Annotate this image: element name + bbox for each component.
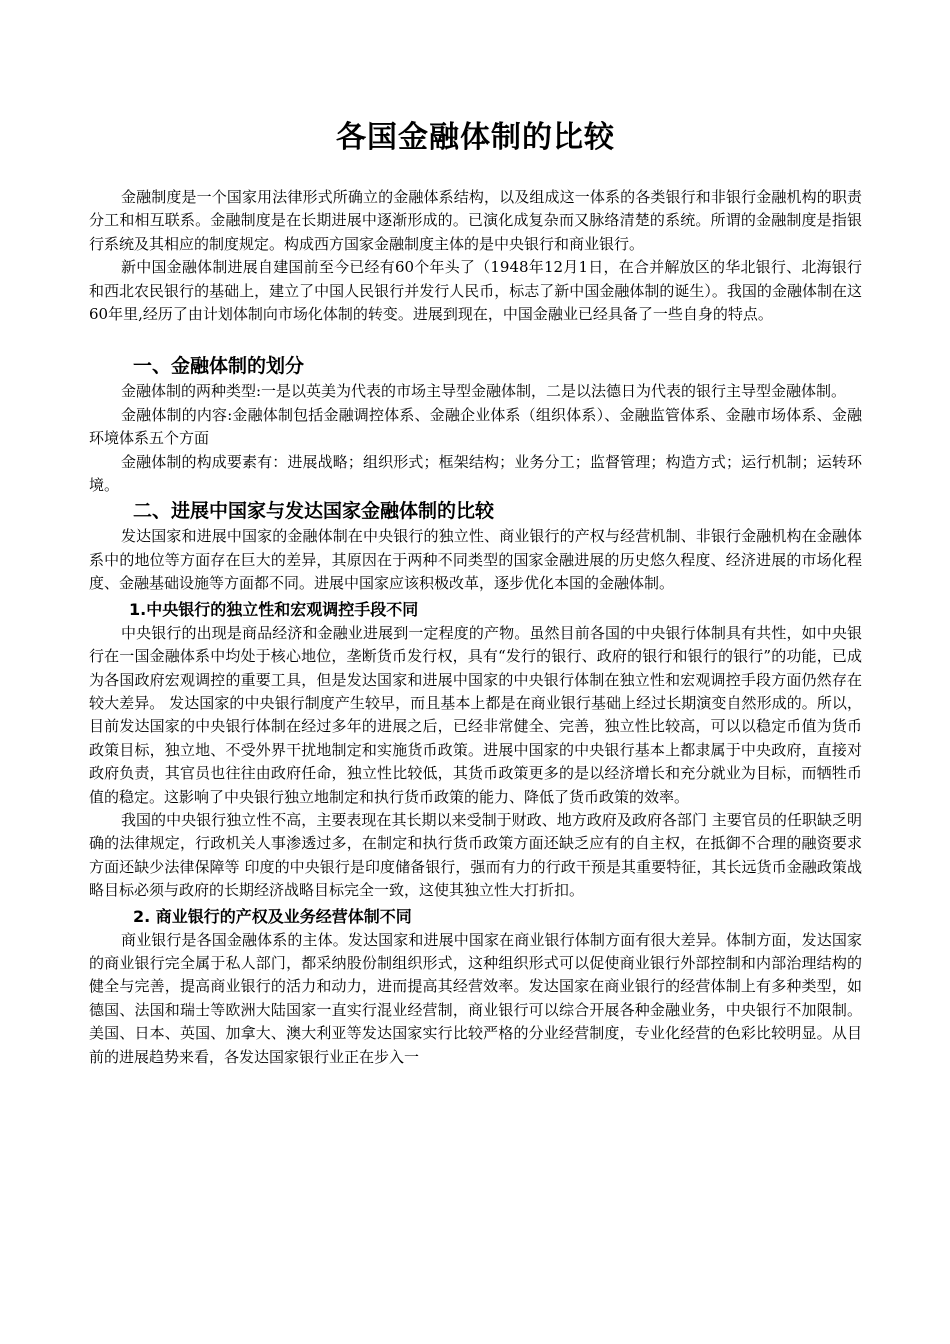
document-page [89, 0, 862, 1069]
subsection-2-heading: 2. 商业银行的产权及业务经营体制不同 [133, 906, 412, 926]
section-1-heading: 一、金融体制的划分 [133, 355, 305, 378]
section-2-heading: 二、进展中国家与发达国家金融体制的比较 [133, 500, 495, 523]
section-1-paragraph-1: 金融体制的两种类型:一是以英美为代表的市场主导型金融体制，二是以法德日为代表的银行主导型金融体制。 [121, 382, 847, 401]
subsection-1-paragraph-2: 我国的中央银行独立性不高，主要表现在其长期以来受制于财政、地方政府及政府各部门 主要官员的任职缺乏明确的法律规定，行政机关人事渗透过多，在制定和执行货币政策方面还缺乏应有的自主权，在抵御不合理的融资要求方面还缺少法律保障等 印度的中央银行是印度储备银行，强而有力的行政干预是其重要特征，其长远货币金融政策战略目标必须与政府的长期经济战略目标完全一致，这使其独立性大打折扣。 [89, 810, 862, 900]
section-2-intro: 发达国家和进展中国家的金融体制在中央银行的独立性、商业银行的产权与经营机制、非银行金融机构在金融体系中的地位等方面存在巨大的差异，其原因在于两种不同类型的国家金融进展的历史悠久程度、经济进展的市场化程度、金融基础设施等方面都不同。进展中国家应该积极改革，逐步优化本国的金融体制。 [89, 527, 862, 593]
intro-paragraph-2: 新中国金融体制进展自建国前至今已经有60个年头了（1948年12月1日，在合并解放区的华北银行、北海银行和西北农民银行的基础上，建立了中国人民银行并发行人民币，标志了新中国金融体制的诞生）。我国的金融体制在这60年里,经历了由计划体制向市场化体制的转变。进展到现在，中国金融业已经具备了一些自身的特点。 [89, 258, 862, 324]
intro-section [89, 186, 862, 326]
section-1-paragraph-3: 金融体制的构成要素有：进展战略；组织形式；框架结构；业务分工；监督管理；构造方式；运行机制；运转环境。 [89, 452, 862, 495]
subsection-2-paragraph-1: 商业银行是各国金融体系的主体。发达国家和进展中国家在商业银行体制方面有很大差异。体制方面，发达国家的商业银行完全属于私人部门，都采纳股份制组织形式，这种组织形式可以促使商业银行外部控制和内部治理结构的健全与完善，提高商业银行的活力和动力，进而提高其经营效率。发达国家在商业银行的经营体制上有多种类型，如德国、法国和瑞士等欧洲大陆国家一直实行混业经营制，商业银行可以综合开展各种金融业务，中央银行不加限制。美国、日本、英国、加拿大、澳大利亚等发达国家实行比较严格的分业经营制度，专业化经营的色彩比较明显。从目前的进展趋势来看，各发达国家银行业正在步入一 [89, 930, 862, 1066]
subsection-1-paragraph-1: 中央银行的出现是商品经济和金融业进展到一定程度的产物。虽然目前各国的中央银行体制具有共性，如中央银行在一国金融体系中均处于核心地位，垄断货币发行权，具有“发行的银行、政府的银行和银行的银行”的功能，已成为各国政府宏观调控的重要工具，但是发达国家和进展中国家的中央银行体制在独立性和宏观调控手段方面仍然存在较大差异。 发达国家的中央银行制度产生较早，而且基本上都是在商业银行基础上经过长期演变自然形成的。所以，目前发达国家的中央银行体制在经过多年的进展之后，已经非常健全、完善，独立性比较高，可以以稳定币值为货币政策目标，独立地、不受外界干扰地制定和实施货币政策。进展中国家的中央银行基本上都隶属于中央政府，直接对政府负责，其官员也往往由政府任命，独立性比较低，其货币政策更多的是以经济增长和充分就业为目标，而牺牲币值的稳定。这影响了中央银行独立地制定和执行货币政策的能力、降低了货币政策的效率。 [89, 623, 862, 806]
intro-paragraph-1: 金融制度是一个国家用法律形式所确立的金融体系结构，以及组成这一体系的各类银行和非银行金融机构的职责分工和相互联系。金融制度是在长期进展中逐渐形成的。已演化成复杂而又脉络清楚的系统。所谓的金融制度是指银行系统及其相应的制度规定。构成西方国家金融制度主体的是中央银行和商业银行。 [89, 188, 862, 253]
subsection-1-heading: 1.中央银行的独立性和宏观调控手段不同 [129, 599, 419, 619]
document-title: 各国金融体制的比较 [336, 120, 615, 155]
section-1-paragraph-2: 金融体制的内容:金融体制包括金融调控体系、金融企业体系（组织体系）、金融监管体系、金融市场体系、金融环境体系五个方面 [89, 405, 862, 448]
